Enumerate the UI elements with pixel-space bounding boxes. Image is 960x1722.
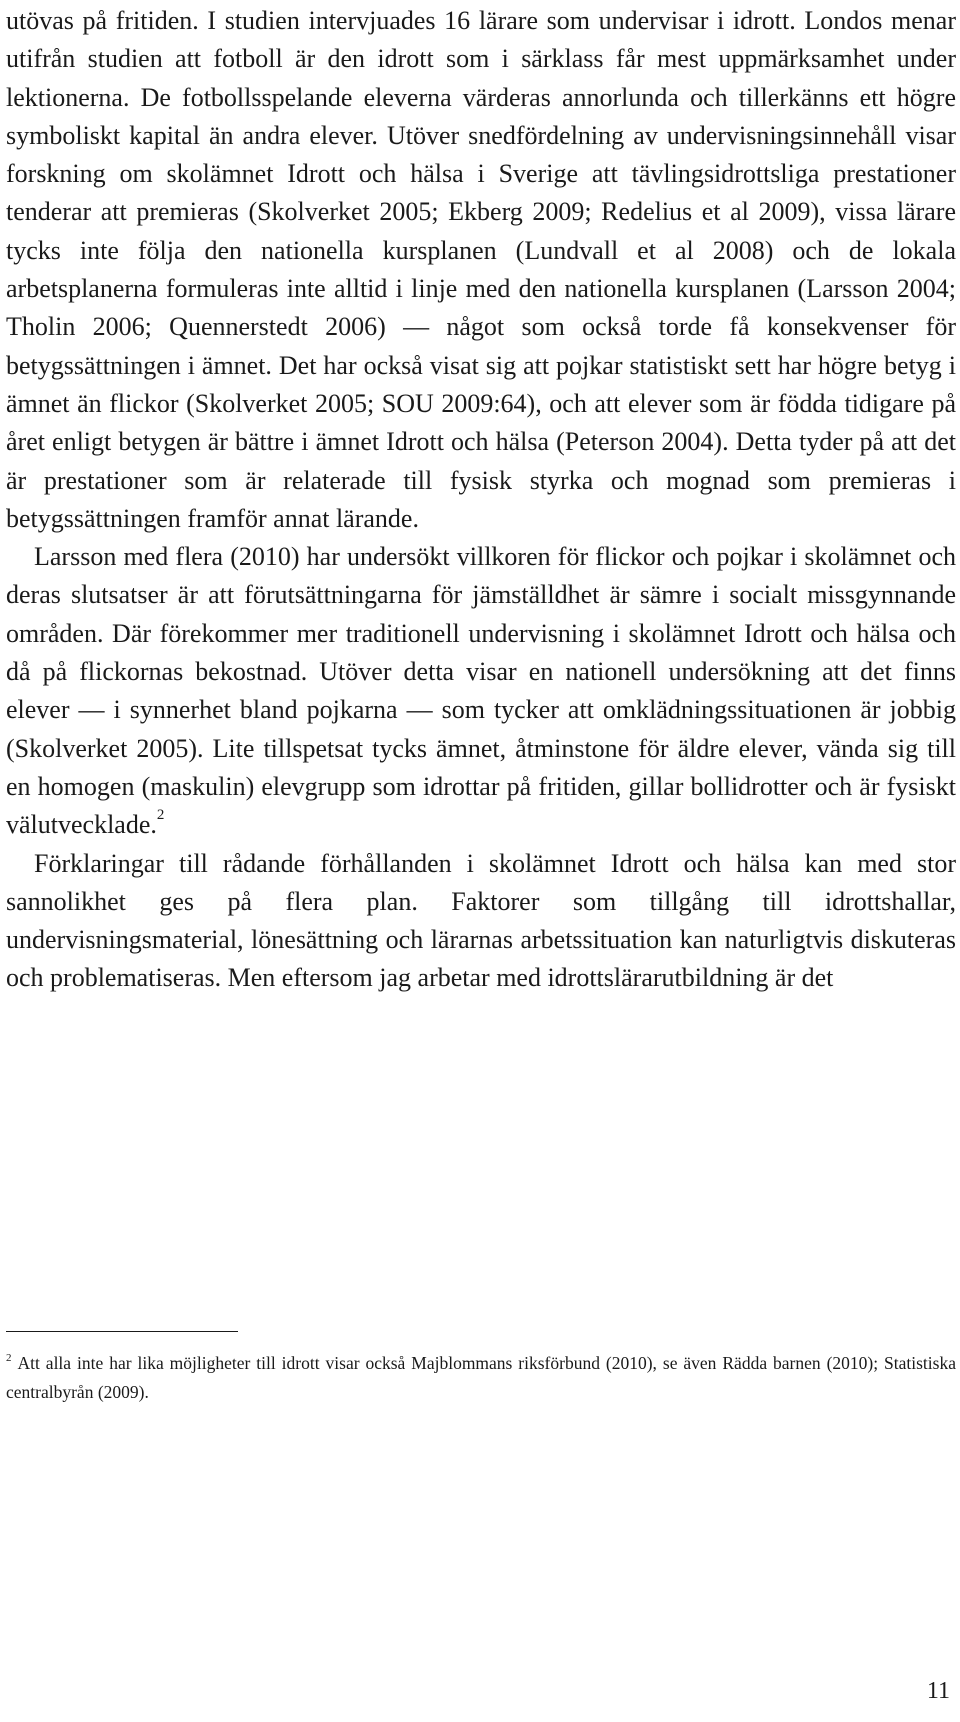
- footnote-marker: 2: [6, 1352, 12, 1364]
- footnote-text: Att alla inte har lika möjligheter till idrott visar också Majblommans riksförbund (2010), se även Rädda barnen (2010); Statistiska centralbyrån (2009).: [6, 1353, 956, 1402]
- footnote-divider: [6, 1331, 238, 1332]
- body-text: [6, 2, 956, 998]
- footnote: [6, 1349, 956, 1407]
- paragraph-text: Larsson med flera (2010) har undersökt villkoren för flickor och pojkar i skolämnet och deras slutsatser är att förutsättningarna för jämställdhet är sämre i socialt missgynnande områden. Där förekommer mer traditionell undervisning i skolämnet Idrott och hälsa och då på flickornas bekostnad. Utöver detta visar en nationell undersökning att det finns elever — i synnerhet bland pojkarna — som tycker att omklädningssituationen är jobbig (Skolverket 2005). Lite tillspetsat tycks ämnet, åtminstone för äldre elever, vända sig till en homogen (maskulin) elevgrupp som idrottar på fritiden, gillar bollidrotter och är fysiskt välutvecklade.: [6, 542, 956, 840]
- paragraph: Förklaringar till rådande förhållanden i skolämnet Idrott och hälsa kan med stor sannolikhet ges på flera plan. Faktorer som tillgång till idrottshallar, undervisningsmaterial, lönesättning och lärarnas arbetssituation kan naturligtvis diskuteras och problematiseras. Men eftersom jag arbetar med idrottslärarutbildning är det: [6, 848, 956, 993]
- paragraph: [6, 538, 956, 844]
- page-number: 11: [926, 1678, 950, 1704]
- paragraph: utövas på fritiden. I studien intervjuades 16 lärare som undervisar i idrott. Londos menar utifrån studien att fotboll är den idrott som i särklass får mest uppmärksamhet under lektionerna. De fotbollsspelande eleverna värderas annorlunda och tillerkänns ett högre symboliskt kapital än andra elever. Utöver snedfördelning av undervisningsinnehåll visar forskning om skolämnet Idrott och hälsa i Sverige att tävlingsidrottsliga prestationer tenderar att premieras (Skolverket 2005; Ekberg 2009; Redelius et al 2009), vissa lärare tycks inte följa den nationella kursplanen (Lundvall et al 2008) och de lokala arbetsplanerna formuleras inte alltid i linje med den nationella kursplanen (Larsson 2004; Tholin 2006; Quennerstedt 2006) — något som också torde få konsekvenser för betygssättningen i ämnet. Det har också visat sig att pojkar statistiskt sett har högre betyg i ämnet än flickor (Skolverket 2005; SOU 2009:64), och att elever som är födda tidigare på året enligt betygen är bättre i ämnet Idrott och hälsa (Peterson 2004). Detta tyder på att det är prestationer som är relaterade till fysisk styrka och mognad som premieras i betygssättningen framför annat lärande.: [6, 6, 956, 533]
- footnote-reference[interactable]: 2: [156, 807, 165, 824]
